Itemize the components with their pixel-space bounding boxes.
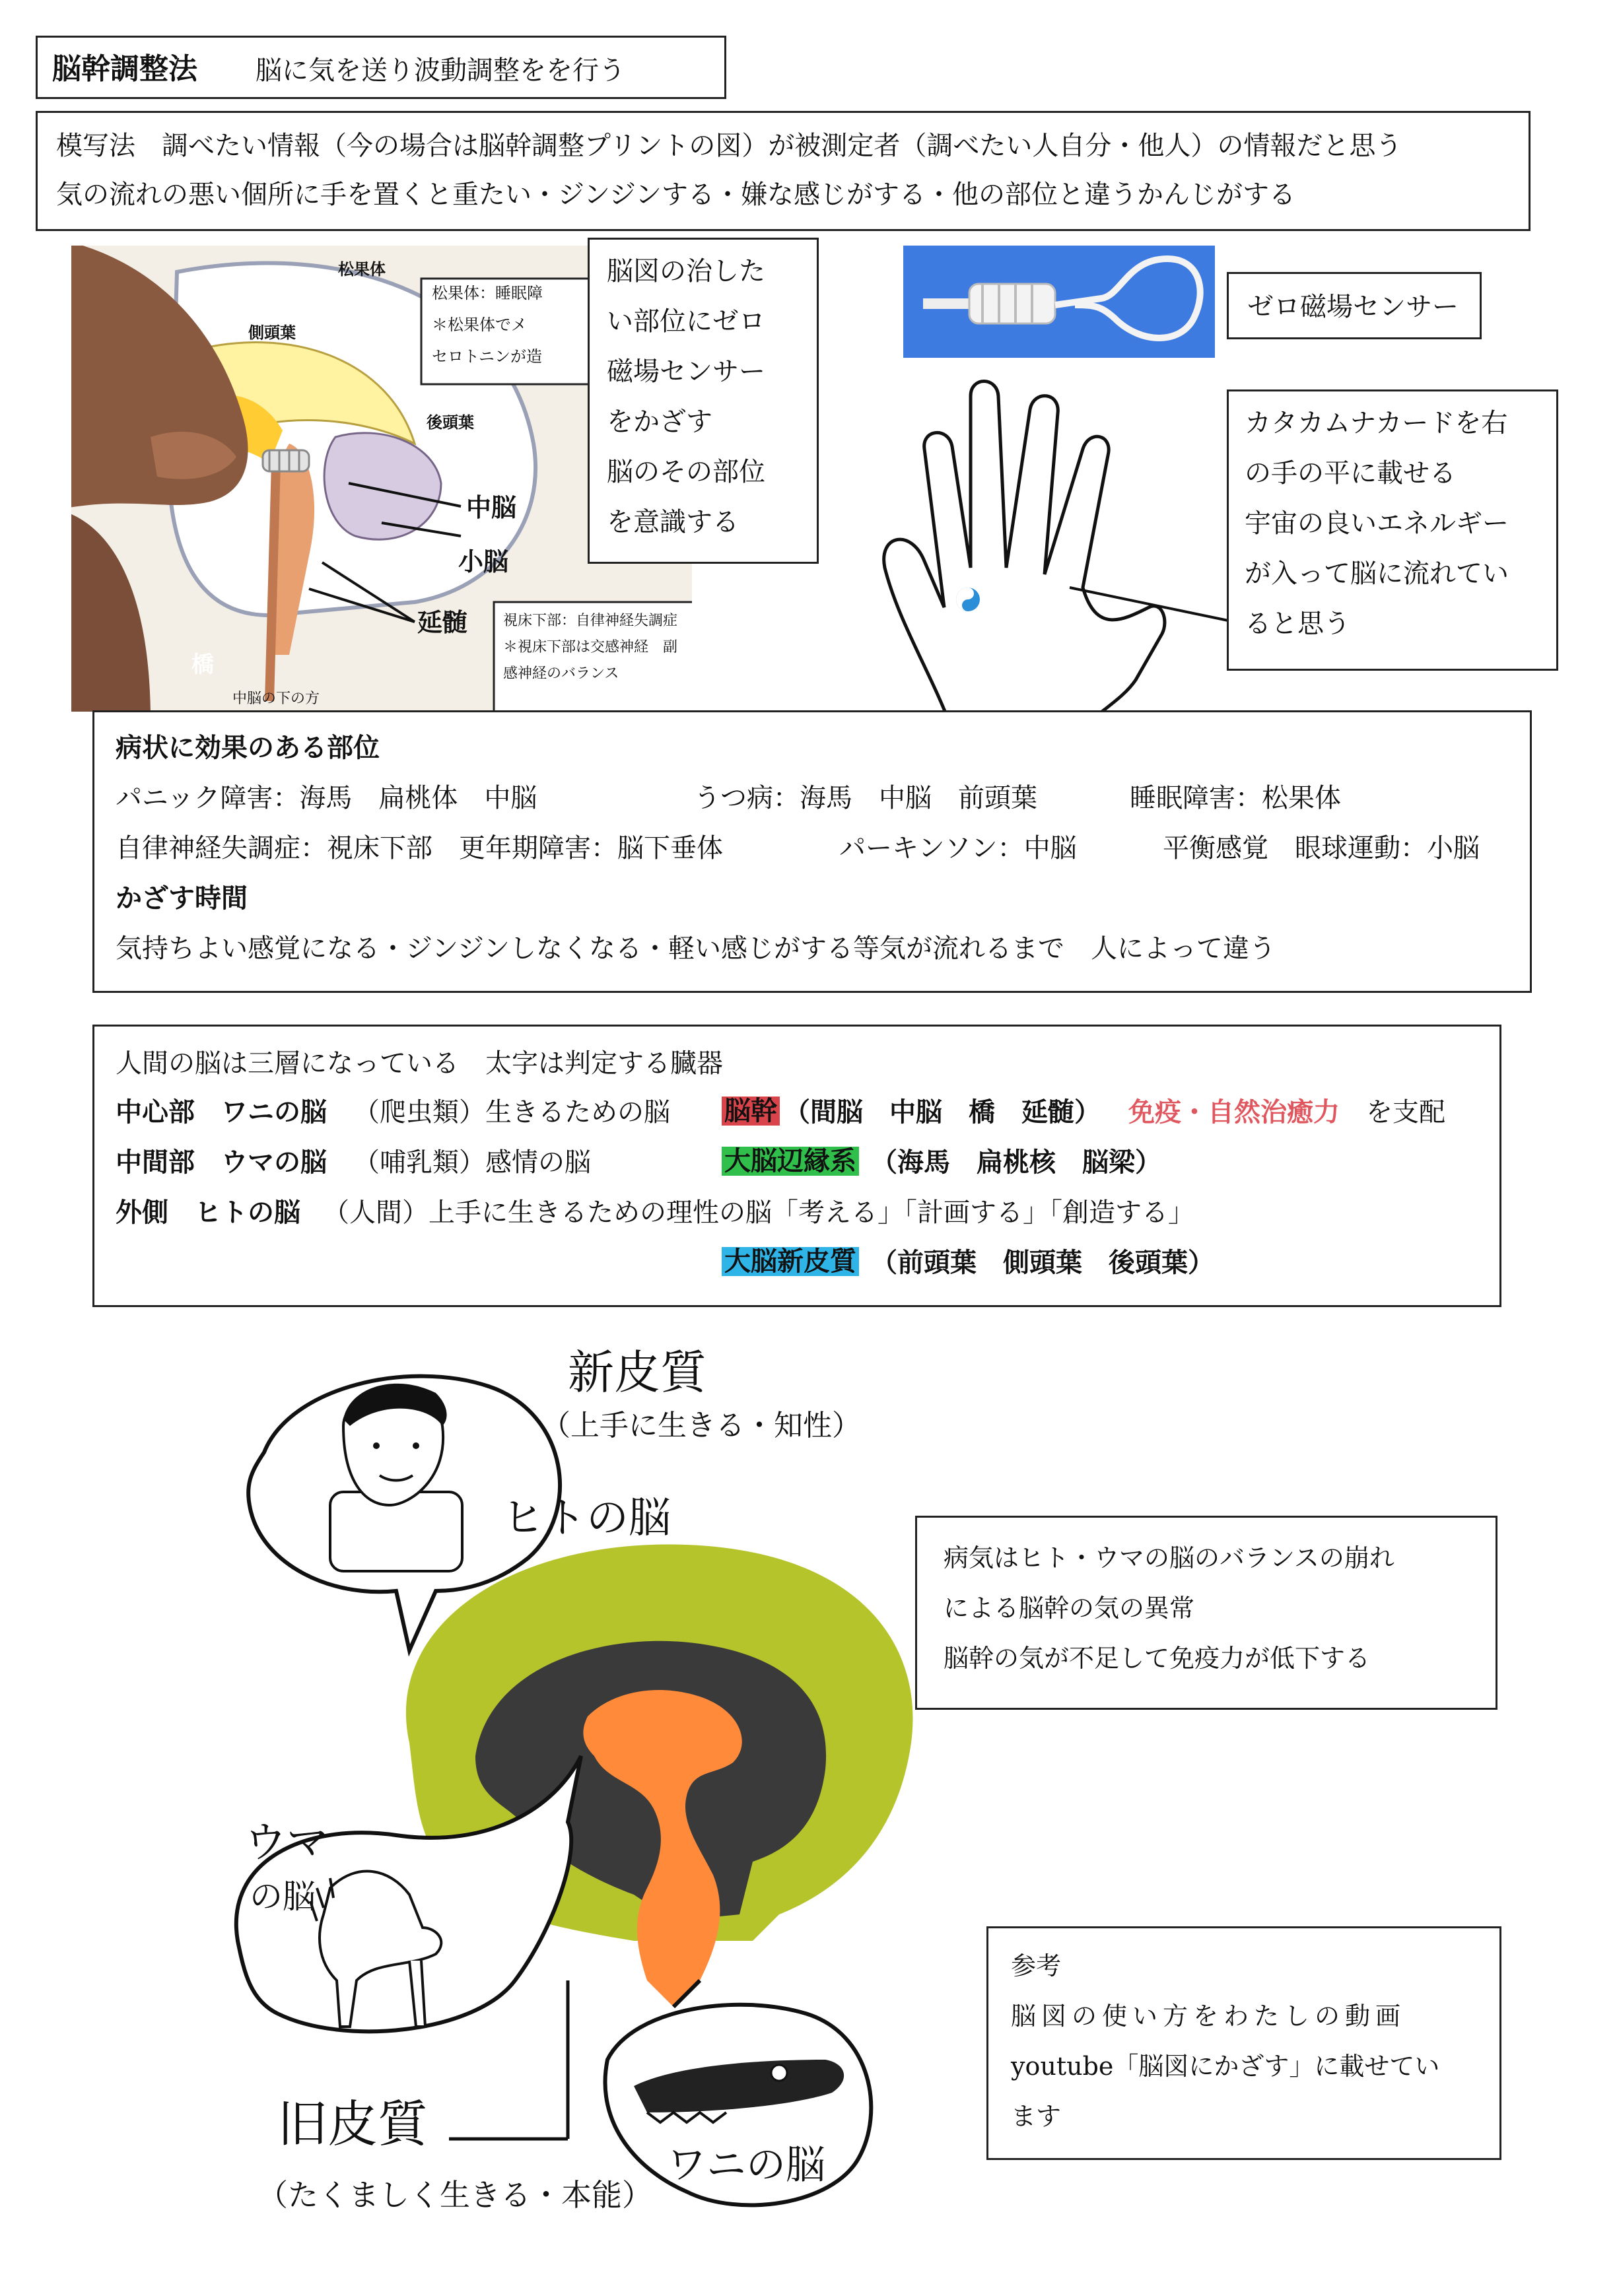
sensor-label: ゼロ磁場センサー [1247,292,1459,322]
effects-row1-a: パニック障害：海馬 扁桃体 中脳 [116,783,537,813]
organ-limbic: 大脳辺縁系 [722,1147,859,1176]
effects-box [92,710,1532,993]
sensor-label-box [1227,272,1482,339]
page-subtitle: 脳に気を送り波動調整をを行う [256,55,625,86]
label-human-brain: ヒトの脳 [502,1494,671,1543]
yin-yang-icon [956,588,980,611]
brain-callout-line-4: をかざす [607,407,712,437]
layer1-head: 中心部 ワニの脳 [116,1097,327,1128]
label-neocortex: 新皮質 [568,1345,706,1400]
time-text: 気持ちよい感覚になる・ジンジンしなくなる・軽い感じがする等気が流れるまで 人によって違う [116,933,1276,964]
sensor-art [903,246,1215,358]
label-horse-brain-bottom: の脳 [250,1877,316,1916]
effects-heading: 病状に効果のある部位 [116,732,380,763]
layer1-emphasis: 免疫・自然治癒力 [1128,1097,1340,1128]
photo-note-bottom-4: 中脳の下の方 [203,691,320,707]
brain-callout-box [588,238,819,564]
disease-note-line-2: による脳幹の気の異常 [944,1594,1195,1623]
brain-callout-line-3: 磁場センサー [607,356,765,387]
label-occipital: 後頭葉 [427,413,474,432]
reference-youtube: youtube「脳図にかざす」に載せてい [1011,2052,1440,2081]
layer3-desc: （人間）上手に生きるための理性の脳「考える」「計画する」「創造する」 [323,1198,1194,1228]
intro-line-1: 模写法 調べたい情報（今の場合は脳幹調整プリントの図）が被測定者（調べたい人自分・他人）の情報だと思う [56,131,1402,161]
disease-note-box [915,1516,1497,1710]
reference-heading: 参考 [1011,1951,1062,1980]
hand-drawing [872,370,1175,739]
reference-line-3: ます [1011,2102,1062,2131]
layers-box [92,1025,1501,1307]
photo-note-top-2: ＊松果体でメ [432,316,527,334]
title-box [36,36,726,99]
brain-callout-line-2: い部位にゼロ [607,306,765,337]
effects-row2-c: 平衡感覚 眼球運動：小脳 [1163,833,1480,863]
hand-callout-line-5: ると思う [1245,609,1350,639]
disease-note-line-3: 脳幹の気が不足して免疫力が低下する [944,1644,1371,1673]
coil-icon [969,284,1055,323]
layer1-tail: を支配 [1366,1097,1445,1128]
reference-line-1: 脳図の使い方をわたしの動画 [1011,2002,1406,2031]
layers-intro: 人間の脳は三層になっている 太字は判定する臓器 [116,1048,723,1079]
time-heading: かざす時間 [116,883,248,914]
label-old-cortex-note: （たくましく生きる・本能） [258,2177,652,2213]
label-pons: 橋 [191,652,214,678]
layer2-detail: （海馬 扁桃核 脳梁） [871,1147,1161,1178]
layer2-head: 中間部 ウマの脳 [116,1147,327,1178]
hand-callout-line-2: の手の平に載せる [1245,458,1456,489]
brain-callout-line-6: を意識する [607,507,739,537]
zero-magnetic-sensor-icon [263,450,309,471]
effects-row1-c: 睡眠障害：松果体 [1130,783,1341,813]
hand-callout-line-1: カタカムナカードを右 [1245,408,1508,438]
effects-row2-b: パーキンソン：中脳 [839,833,1077,863]
label-medulla: 延髄 [417,607,468,637]
label-croc-brain: ワニの脳 [667,2142,825,2188]
hand-callout-line-4: が入って脳に流れてい [1245,558,1509,589]
photo-note-bottom-1: 視床下部：自律神経失調症 [503,613,678,629]
label-midbrain: 中脳 [466,492,517,522]
photo-note-top-1: 松果体：睡眠障 [432,284,543,302]
effects-row1-b: うつ病：海馬 中脳 前頭葉 [694,783,1037,813]
label-old-cortex: 旧皮質 [277,2095,428,2153]
layer4-detail: （前頭葉 側頭葉 後頭葉） [871,1247,1214,1278]
hand-callout-line-3: 宇宙の良いエネルギー [1245,508,1509,539]
hand-callout-box [1227,389,1558,671]
disease-note-line-1: 病気はヒト・ウマの脳のバランスの崩れ [944,1543,1394,1572]
layer3-head: 外側 ヒトの脳 [116,1197,300,1228]
layer1-detail: （間脳 中脳 橋 延髄） [784,1097,1101,1128]
brain-callout-line-5: 脳のその部位 [607,457,765,487]
organ-neocortex: 大脳新皮質 [722,1247,859,1276]
photo-note-bottom-2: ＊視床下部は交感神経 副 [503,639,678,656]
intro-box [36,111,1531,231]
label-temporal: 側頭葉 [248,323,296,342]
layer1-desc: （爬虫類）生きるための脳 [353,1097,670,1128]
photo-note-bottom-3: 感神経のバランス [503,665,619,682]
sensor-photo [903,246,1215,358]
reference-box [986,1926,1501,2160]
label-horse-brain-top: ウマ [244,1819,329,1868]
intro-line-2: 気の流れの悪い個所に手を置くと重たい・ジンジンする・嫌な感じがする・他の部位と違うかんじがする [56,180,1295,210]
layer2-desc: （哺乳類）感情の脳 [353,1147,591,1178]
effects-row2-a: 自律神経失調症：視床下部 更年期障害：脳下垂体 [116,833,723,863]
brain-callout-line-1: 脳図の治した [607,256,765,287]
page-title: 脳幹調整法 [52,52,197,86]
photo-note-top-3: セロトニンが造 [432,347,543,366]
organ-brainstem: 脳幹 [722,1097,780,1126]
label-cerebellum: 小脳 [458,547,509,576]
label-neocortex-note: （上手に生きる・知性） [541,1409,861,1442]
label-pineal: 松果体 [338,260,386,279]
